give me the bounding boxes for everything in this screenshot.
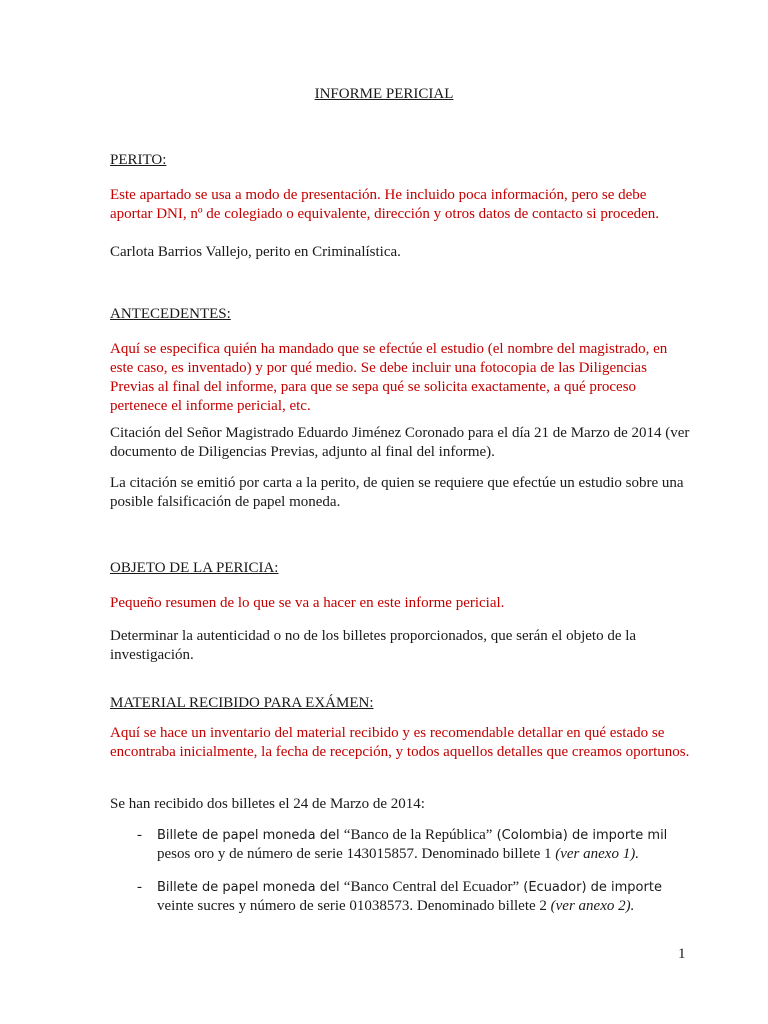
antecedentes-body-1: Citación del Señor Magistrado Eduardo Jiménez Coronado para el día 21 de Marzo de 2014 (ver documento de Diligencias Previas, adjunto al final del informe). <box>110 425 690 460</box>
section-heading-material: MATERIAL RECIBIDO PARA EXÁMEN: <box>110 695 374 711</box>
section-heading-objeto: OBJETO DE LA PERICIA: <box>110 560 279 576</box>
item-annex-ref: (ver anexo 2). <box>550 898 635 914</box>
section-heading-perito: PERITO: <box>110 152 167 168</box>
item-prefix: Billete de papel moneda del <box>157 828 344 843</box>
item-rest: veinte sucres y número de serie 01038573. Denominado billete 2 <box>157 898 551 914</box>
material-intro: Se han recibido dos billetes el 24 de Marzo de 2014: <box>110 796 425 812</box>
document-title: INFORME PERICIAL <box>314 86 454 102</box>
item-country: (Ecuador) de importe <box>519 880 662 895</box>
item-bank: “Banco de la República” <box>343 827 493 843</box>
page-number: 1 <box>678 946 686 962</box>
item-bank: “Banco Central del Ecuador” <box>343 879 520 895</box>
list-bullet: - <box>137 879 142 895</box>
objeto-note: Pequeño resumen de lo que se va a hacer en este informe pericial. <box>110 595 505 611</box>
list-item-billete-2 <box>137 878 697 916</box>
item-country: (Colombia) de importe mil <box>492 828 668 843</box>
objeto-body: Determinar la autenticidad o no de los billetes proporcionados, que serán el objeto de la investigación. <box>110 628 637 663</box>
section-heading-antecedentes: ANTECEDENTES: <box>110 306 231 322</box>
antecedentes-note: Aquí se especifica quién ha mandado que se efectúe el estudio (el nombre del magistrado, en este caso, es inventado) y por qué medio. Se debe incluir una fotocopia de las Diligencias Previas al final del informe, para que se sepa qué se solicita exactamente, a qué proceso pertenece el informe pericial, etc. <box>110 341 668 414</box>
item-rest: pesos oro y de número de serie 143015857. Denominado billete 1 <box>157 846 556 862</box>
material-note: Aquí se hace un inventario del material recibido y es recomendable detallar en qué estado se encontraba inicialmente, la fecha de recepción, y todos aquellos detalles que creamos oportunos. <box>110 725 690 760</box>
list-bullet: - <box>137 827 142 843</box>
perito-note: Este apartado se usa a modo de presentación. He incluido poca información, pero se debe aportar DNI, nº de colegiado o equivalente, dirección y otros datos de contacto si proceden. <box>110 187 660 222</box>
list-item-billete-1 <box>137 826 697 864</box>
item-annex-ref: (ver anexo 1). <box>555 846 639 862</box>
perito-body: Carlota Barrios Vallejo, perito en Criminalística. <box>110 244 401 260</box>
antecedentes-body-2: La citación se emitió por carta a la perito, de quien se requiere que efectúe un estudio sobre una posible falsificación de papel moneda. <box>110 475 684 510</box>
item-prefix: Billete de papel moneda del <box>157 880 344 895</box>
